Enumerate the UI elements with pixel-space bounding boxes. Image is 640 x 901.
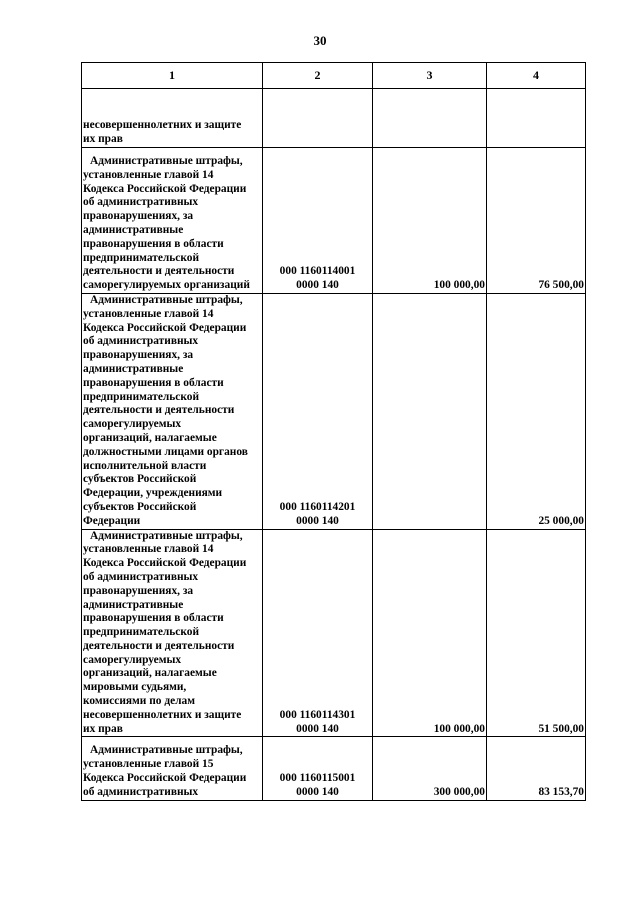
name-line: саморегулируемых [83, 418, 182, 431]
name-line: Федерации, учреждениями [83, 487, 223, 500]
name-line: субъектов Российской [83, 500, 197, 513]
row-code-cell [263, 148, 373, 294]
name-line: их прав [83, 722, 123, 735]
row-code-cell [263, 529, 373, 737]
row-amount-col3: 100 000,00 [373, 529, 487, 737]
table-row-continuation [82, 89, 586, 148]
code-line: 0000 140 [296, 785, 339, 798]
column-header-2: 2 [263, 63, 373, 89]
row-name-cell [82, 293, 263, 529]
name-line: субъектов Российской [83, 473, 197, 486]
row-code-cell [263, 293, 373, 529]
page-number: 30 [313, 33, 327, 48]
row-name-cell [82, 529, 263, 737]
code-line: 000 1160114301 [279, 708, 356, 721]
name-line: об административных [83, 196, 199, 209]
row-name-cell [82, 148, 263, 294]
name-line: Кодекса Российской Федерации [83, 182, 247, 195]
table-row [82, 737, 586, 800]
column-header-4: 4 [487, 63, 586, 89]
name-line: деятельности и деятельности [83, 265, 235, 278]
row-amount-col4: 51 500,00 [487, 529, 586, 737]
code-line: 000 1160114201 [279, 500, 356, 513]
code-line: 0000 140 [296, 514, 339, 527]
name-line: Кодекса Российской Федерации [83, 321, 247, 334]
row-amount-col4: 76 500,00 [487, 148, 586, 294]
name-line: несовершеннолетних и защите [83, 708, 242, 721]
code-line: 0000 140 [296, 279, 339, 292]
name-line: Административные штрафы, [90, 293, 243, 306]
name-line: установленные главой 14 [83, 307, 214, 320]
name-line: Федерации [83, 514, 141, 527]
name-line: административные [83, 362, 184, 375]
name-line: правонарушениях, за [83, 584, 194, 597]
code-line: 000 1160114001 [279, 265, 356, 278]
row-amount-col3: 100 000,00 [373, 148, 487, 294]
name-line: правонарушениях, за [83, 210, 194, 223]
name-line: их прав [83, 133, 123, 146]
name-line: деятельности и деятельности [83, 639, 235, 652]
name-line: Кодекса Российской Федерации [83, 557, 247, 570]
name-line: несовершеннолетних и защите [83, 119, 242, 132]
table-row [82, 148, 586, 294]
name-line: установленные главой 15 [83, 758, 214, 771]
row-code-cell [263, 737, 373, 800]
name-line: должностными лицами органов [83, 445, 248, 458]
empty-cell [487, 89, 586, 148]
name-line: Административные штрафы, [90, 744, 243, 757]
name-line: административные [83, 223, 184, 236]
row-amount-col4: 83 153,70 [487, 737, 586, 800]
name-line: об административных [83, 570, 199, 583]
name-line: Административные штрафы, [90, 155, 243, 167]
continuation-name-cell [82, 89, 263, 148]
column-header-1: 1 [82, 63, 263, 89]
table-header-row [82, 63, 586, 89]
table-row [82, 529, 586, 737]
code-line: 0000 140 [296, 722, 339, 735]
name-line: предпринимательской [83, 626, 200, 639]
row-amount-col4: 25 000,00 [487, 293, 586, 529]
name-line: Кодекса Российской Федерации [83, 772, 247, 785]
name-line: об административных [83, 335, 199, 348]
name-line: Административные штрафы, [90, 529, 243, 542]
name-line: об административных [83, 785, 199, 798]
empty-cell [263, 89, 373, 148]
name-line: организаций, налагаемые [83, 431, 217, 444]
row-amount-col3 [373, 293, 487, 529]
name-line: правонарушения в области [83, 612, 224, 625]
name-line: саморегулируемых организаций [83, 279, 250, 292]
name-line: административные [83, 598, 184, 611]
name-line: комиссиями по делам [83, 695, 195, 708]
name-line: установленные главой 14 [83, 543, 214, 556]
name-line: саморегулируемых [83, 653, 182, 666]
code-line: 000 1160115001 [279, 772, 356, 785]
name-line: предпринимательской [83, 251, 200, 264]
name-line: мировыми судьями, [83, 681, 187, 694]
column-header-3: 3 [373, 63, 487, 89]
name-line: правонарушения в области [83, 376, 224, 389]
name-line: исполнительной власти [83, 459, 207, 472]
name-line: правонарушения в области [83, 237, 224, 250]
name-line: установленные главой 14 [83, 168, 214, 181]
row-name-cell [82, 737, 263, 800]
name-line: организаций, налагаемые [83, 667, 217, 680]
row-amount-col3: 300 000,00 [373, 737, 487, 800]
name-line: правонарушениях, за [83, 349, 194, 362]
table-row [82, 293, 586, 529]
name-line: деятельности и деятельности [83, 404, 235, 417]
budget-table [81, 62, 586, 801]
name-line: предпринимательской [83, 390, 200, 403]
empty-cell [373, 89, 487, 148]
